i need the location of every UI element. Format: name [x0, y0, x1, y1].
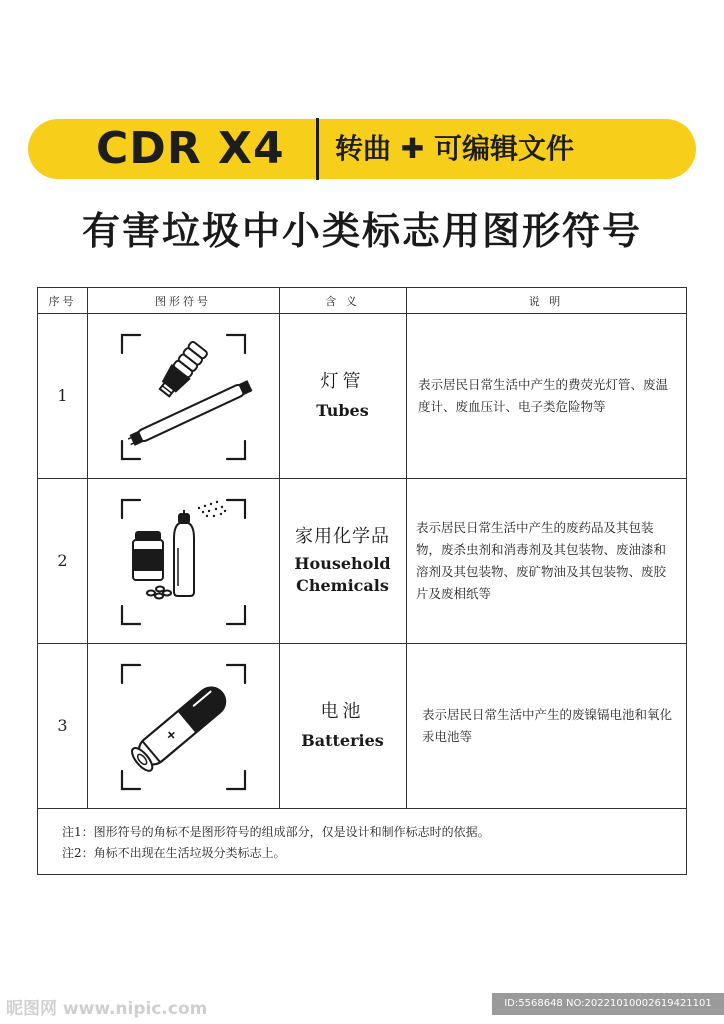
page-title: 有害垃圾中小类标志用图形符号 — [81, 208, 642, 253]
symbol-table — [37, 287, 687, 875]
banner-divider — [316, 118, 319, 180]
header-meaning: 含 义 — [325, 294, 360, 308]
row-index: 2 — [57, 551, 68, 570]
header-description: 说 明 — [528, 294, 564, 308]
household-chemicals-icon — [87, 478, 279, 643]
meaning-zh: 电池 — [320, 700, 365, 722]
meaning-cell — [279, 478, 406, 643]
table-notes — [62, 822, 490, 864]
meaning-en: Batteries — [301, 730, 384, 750]
fluorescent-tube-icon — [87, 313, 279, 478]
site-watermark: 昵图网 www.nipic.com — [6, 999, 208, 1019]
meaning-cell — [279, 313, 406, 478]
row-index: 3 — [57, 716, 68, 735]
banner-subtitle: 转曲 ✚ 可编辑文件 — [335, 132, 574, 165]
battery-icon — [87, 643, 279, 808]
meaning-en: Household — [294, 553, 391, 573]
description-cell: 表示居民日常生活中产生的废药品及其包装物，废杀虫剂和消毒剂及其包装物、废油漆和溶剂及其包装物、废矿物油及其包装物、废胶片及废相纸等 — [416, 519, 667, 601]
note-line: 注2：角标不出现在生活垃圾分类标志上。 — [62, 846, 286, 860]
row-index: 1 — [57, 386, 68, 405]
meaning-en: Tubes — [316, 400, 369, 420]
meaning-cell — [279, 643, 406, 808]
description-cell: 表示居民日常生活中产生的废镍镉电池和氧化汞电池等 — [422, 706, 673, 744]
note-line: 注1：图形符号的角标不是图形符号的组成部分，仅是设计和制作标志时的依据。 — [62, 825, 490, 839]
image-id-watermark: ID:5568648 NO:20221010002619421101 — [492, 993, 724, 1015]
header-symbol: 图形符号 — [155, 294, 211, 308]
banner-brand-text: CDR X4 — [96, 123, 285, 174]
table-rule — [38, 808, 686, 809]
meaning-zh: 灯管 — [320, 370, 365, 392]
meaning-zh: 家用化学品 — [295, 525, 390, 547]
header-index: 序号 — [48, 294, 77, 308]
description-cell: 表示居民日常生活中产生的费荧光灯管、废温度计、废血压计、电子类危险物等 — [418, 376, 669, 414]
meaning-en: Chemicals — [296, 575, 389, 595]
